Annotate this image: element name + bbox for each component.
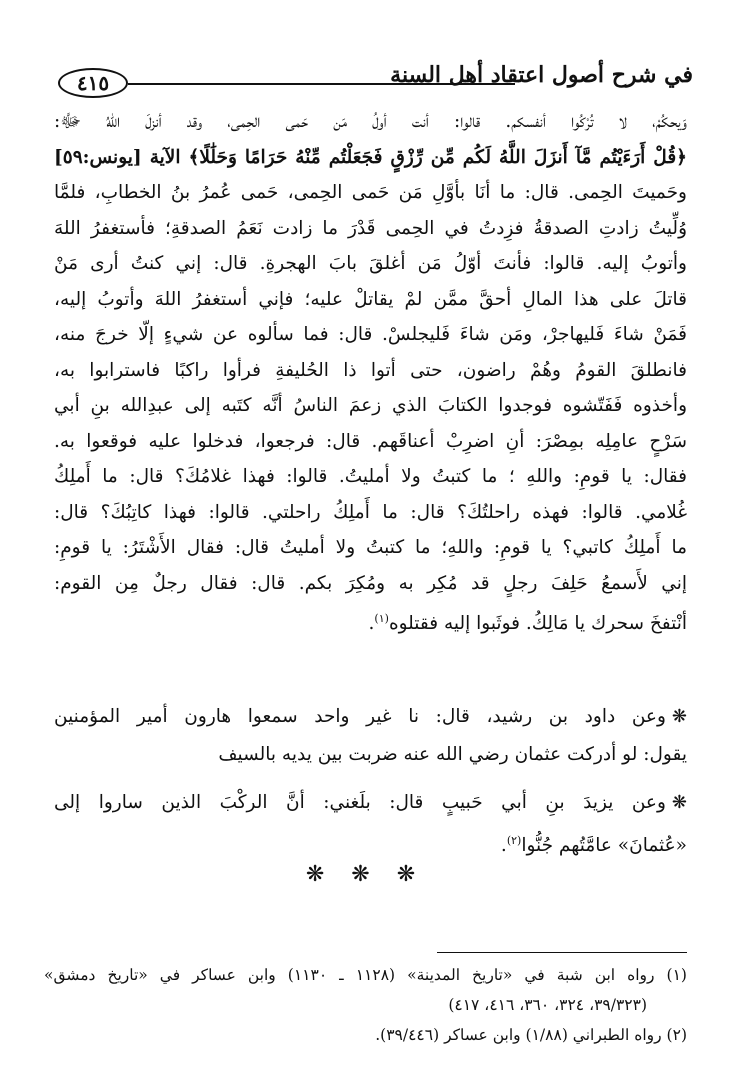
section-separator-icon: ❋ ❋ ❋ — [305, 862, 426, 887]
paragraph-dawud — [54, 698, 687, 774]
paragraph-line: يقول: لو أدركت عثمان رضي الله عنه ضربت بين يديه بالسيف — [218, 744, 687, 765]
quran-verse-line: ﴿قُلْ أَرَءَيْتُم مَّآ أَنزَلَ اللَّهُ لَكُم مِّن رِّزْقٍ فَجَعَلْتُم مِّنْهُ حَرَامًا وَحَلَٰلًا﴾ الآية [يونس:٥٩] — [54, 146, 687, 168]
text-line-last — [54, 601, 687, 637]
text-line: فقال: يا قومِ: واللهِ ؛ ما كتبتُ ولا أمليتُ. قالوا: فهذا غلامُكَ؟ قال: ما أَملِكُ — [54, 466, 687, 487]
text-line: فانطلقَ القومُ وهُمْ راضون، حتى أتوا ذا الحُليفةِ فرأوا راكبًا فاسترابوا به، — [54, 359, 687, 381]
paragraph-line-last — [54, 822, 687, 860]
text-line: وأخذوه فَفَتّشوه فوجدوا الكتابَ الذي زعمَ الناسُ أنَّه كتَبه إلى عبدِالله بنِ أبي — [54, 395, 687, 416]
paragraph-line: «عُثمانَ» عامَّتُهم جُنُّوا — [521, 835, 687, 857]
text-line: ما أَملِكُ كاتبي؟ يا قومِ: واللهِ؛ ما كتبتُ ولا أمليتُ قال: فقال الأَشْتَرُ: يا قومِ: — [54, 537, 687, 558]
main-text — [54, 104, 687, 637]
footnotes — [44, 960, 687, 1050]
text-line: فَمَنْ شاءَ فَليهاجرْ، ومَن شاءَ فَليجلسْ. قال: فما سألوه عن شيءٍ إلّا خرجَ منه، — [54, 324, 687, 345]
book-title: في شرح أصول اعتقاد أهل السنة — [390, 62, 693, 88]
page-number: ٤١٥ — [58, 68, 128, 98]
text-line: سَرْحٍ عامِلِه بمِصْرَ: أنِ اضرِبْ أعناقَهم. قال: فرجعوا، فدخلوا عليه فوقعوا به. — [54, 430, 687, 452]
text-line: وحَميتَ الحِمى. قال: ما أنَا بأوَّلِ مَن حَمى الحِمى، حَمى عُمرُ بنُ الخطابِ، فلمَّا — [54, 182, 687, 203]
footnote-1-continuation: (٣٩/٣٢٣، ٣٢٤، ٣٦٠، ٤١٦، ٤١٧) — [448, 996, 647, 1014]
flower-bullet-icon: ❋ — [671, 792, 687, 813]
text-line: وأتوبُ إليه. قالوا: فأنتَ أوّلُ مَن أغلقَ بابَ الهجرةِ. قال: إني كنتُ أرى مَنْ — [54, 253, 687, 274]
paragraph-line: وعن يزيدَ بنِ أبي حَبيبٍ قال: بلَغني: أنَّ الركْبَ الذين ساروا إلى — [54, 792, 666, 813]
footnote-2: (٢) رواه الطبراني (١/٨٨) وابن عساكر (٣٩/٤٤٦). — [375, 1026, 687, 1044]
period: . — [500, 835, 507, 857]
text-line: غُلامي. قالوا: فهذه راحلتُكَ؟ قال: ما أَملِكُ راحلتي. قالوا: فهذا كاتِبُكَ؟ قال: — [54, 501, 687, 523]
text-line: قاتلَ على هذا المالِ أحقَّ ممَّن لمْ يقاتلْ عليه؛ فإني أستغفرُ اللهَ وأتوبُ إليه، — [54, 288, 687, 310]
paragraph-line: وعن داود بن رشيد، قال: نا غير واحد سمعوا هارون أمير المؤمنين — [54, 706, 666, 727]
footnote-rule — [437, 952, 687, 953]
text-line: وَيحكُمْ، لا تُرْكُوا أنفسكم. قالوا: أنت أولُ مَن حَمى الحِمى، وقد أنزلَ اللهُ ﷻ: — [54, 111, 687, 132]
flower-bullet-icon: ❋ — [671, 706, 687, 727]
period: . — [368, 613, 375, 635]
footnote-marker: (٢) — [506, 834, 522, 847]
page-header — [50, 58, 693, 102]
footnote-1: (١) رواه ابن شبة في «تاريخ المدينة» (١١٢٨ ـ ١١٣٠) وابن عساكر في «تاريخ دمشق» — [44, 966, 687, 984]
footnote-marker: (١) — [374, 612, 389, 625]
text-line: وُلِّيتُ زادتِ الصدقةُ فزِدتُ في الحِمى قَدْرَ ما زادت نَعَمُ الصدقةِ؛ فأستغفرُ اللهَ — [54, 217, 687, 239]
text-line-content: أنْتفخَ سحرك يا مَالِكُ. فوثَبوا إليه فقتلوه — [388, 613, 687, 635]
text-line: إني لأَسمعُ حَلِفَ رجلٍ قد مُكِر به ومُكِرَ بكم. قال: فقال رجلٌ مِن القوم: — [54, 572, 687, 594]
paragraph-yazid — [54, 784, 687, 860]
